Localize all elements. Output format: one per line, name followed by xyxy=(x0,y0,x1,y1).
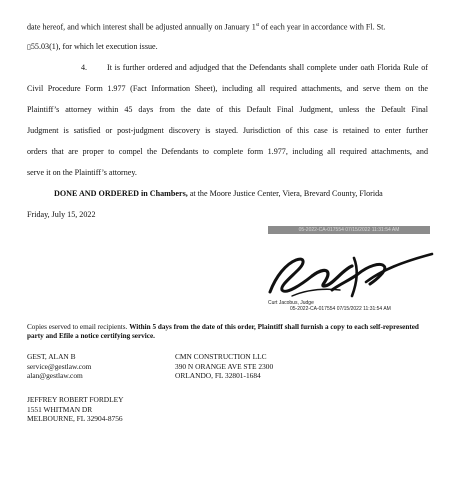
e-signature-stamp-bar: 05-2022-CA-017554 07/15/2022 11:31:54 AM xyxy=(268,226,430,234)
address-line: 390 N ORANGE AVE STE 2300 xyxy=(175,361,274,371)
address-line: 1551 WHITMAN DR xyxy=(27,404,93,414)
paragraph-line: It is further ordered and adjudged that the Defendants shall complete under oath Florida Rule of xyxy=(107,63,428,72)
address-line: ORLANDO, FL 32801-1684 xyxy=(175,371,261,381)
paragraph-line: Plaintiff’s attorney within 45 days from the date of this Default Final Judgment, unless the Default Final xyxy=(27,105,428,114)
paragraph-line: orders that are proper to compel the Defendants to complete form 1.977, including all required attachments, and xyxy=(27,147,428,156)
address-line: GEST, ALAN B xyxy=(27,352,76,361)
paragraph-line: Judgment is satisfied or post-judgment discovery is stayed. Jurisdiction of this case is retained to enter further xyxy=(27,126,428,135)
judge-signature-image xyxy=(262,240,442,302)
judge-name: Curt Jacobus, Judge xyxy=(268,300,314,306)
section-symbol: ▯ xyxy=(27,43,31,51)
text: 55.03(1), for which let execution issue. xyxy=(30,42,158,51)
order-date: Friday, July 15, 2022 xyxy=(27,210,96,219)
address-block-gest xyxy=(27,352,91,381)
address-line: JEFFREY ROBERT FORDLEY xyxy=(27,395,124,404)
address-line: alan@gestlaw.com xyxy=(27,371,83,381)
address-line: service@gestlaw.com xyxy=(27,361,92,371)
text: at the Moore Justice Center, Viera, Brevard County, Florida xyxy=(187,189,383,198)
notice-bold: Within 5 days from the date of this order, Plaintiff shall furnish a copy to each self-represented party and Efile a notice certifying service. xyxy=(27,323,419,340)
paragraph-line xyxy=(27,42,158,52)
address-block-fordley xyxy=(27,395,123,424)
notice-plain: Copies eserved to email recipients. xyxy=(27,323,130,331)
text: date hereof, and which interest shall be adjusted annually on January 1 xyxy=(27,22,256,32)
address-block-cmn xyxy=(175,352,273,381)
paragraph-line xyxy=(27,21,385,33)
service-notice xyxy=(27,323,437,341)
paragraph-number: 4. xyxy=(81,63,88,72)
case-stamp: 05-2022-CA-017554 07/15/2022 11:31:54 AM xyxy=(290,306,391,312)
done-ordered-bold: DONE AND ORDERED in Chambers, xyxy=(54,189,188,198)
paragraph-line: Civil Procedure Form 1.977 (Fact Information Sheet), including all required attachments, and serve them on the xyxy=(27,84,428,93)
superscript: st xyxy=(255,23,260,28)
signature-caption xyxy=(268,300,391,312)
address-line: MELBOURNE, FL 32904-8756 xyxy=(27,414,123,424)
done-ordered-line xyxy=(54,189,383,199)
text: of each year in accordance with Fl. St. xyxy=(259,22,386,32)
address-line: CMN CONSTRUCTION LLC xyxy=(175,352,267,361)
paragraph-line: serve it on the Plaintiff’s attorney. xyxy=(27,168,137,177)
